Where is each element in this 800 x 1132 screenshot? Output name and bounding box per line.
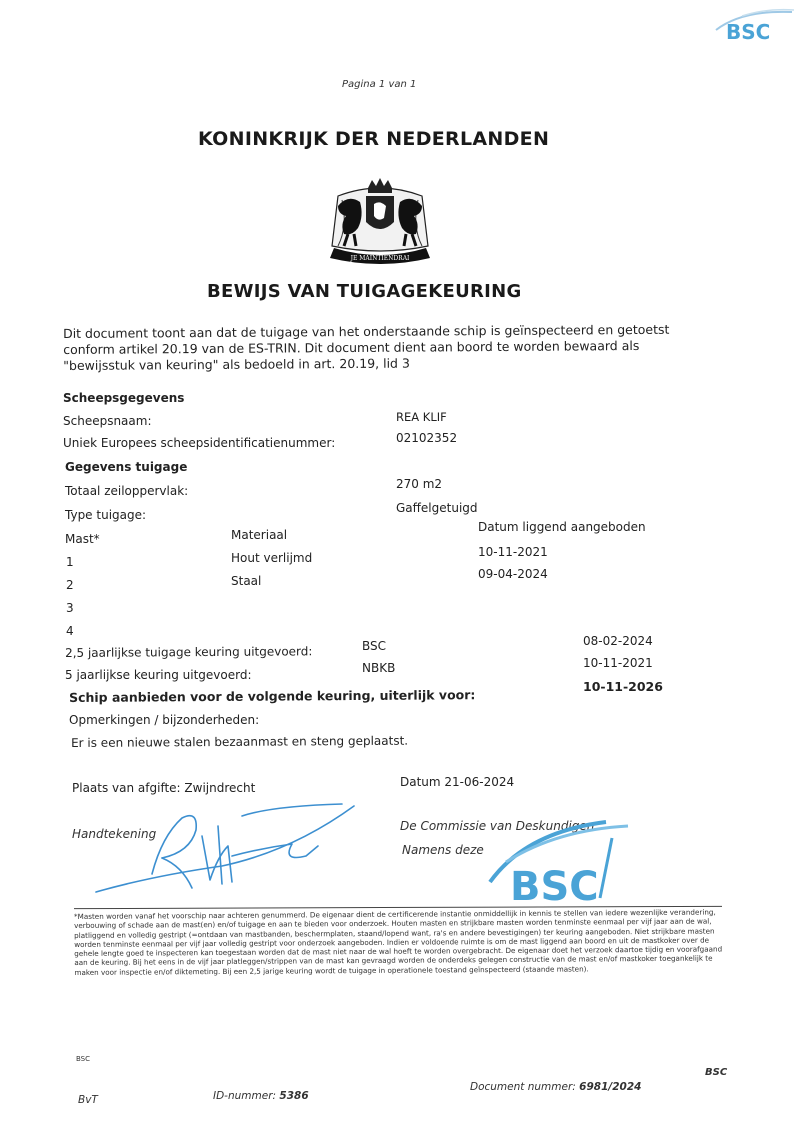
rig-type-value: Gaffelgetuigd [396,501,478,515]
footer-id-value: 5386 [279,1090,309,1102]
inspection-25-by: BSC [362,639,387,653]
mast-row-number: 1 [66,555,74,569]
motto-text: JE MAINTIENDRAI [350,255,410,262]
date-column-header: Datum liggend aangeboden [478,520,646,534]
place-of-issue: Plaats van afgifte: Zwijndrecht [72,781,256,795]
footer-document-number [470,1081,641,1093]
commission-name: De Commissie van Deskundigen [400,819,595,833]
coat-of-arms [318,176,442,270]
sail-area-label: Totaal zeiloppervlak: [65,484,189,498]
inspection-25-label: 2,5 jaarlijkse tuigage keuring uitgevoerd: [65,644,313,660]
mast-row-date: 10-11-2021 [478,545,548,559]
footer-id-label: ID-nummer: [213,1090,277,1102]
inspection-5-by: NBKB [362,661,396,675]
eni-value: 02102352 [396,431,458,445]
eni-label: Uniek Europees scheepsidentificatienummer: [63,436,336,450]
footer-doc-label: Document nummer: [470,1081,576,1093]
mast-row-material: Hout verlijmd [231,551,313,565]
mast-row-date: 09-04-2024 [478,567,548,581]
footer-id [213,1090,309,1102]
footer-initials: BvT [78,1094,98,1106]
inspection-25-date: 08-02-2024 [583,634,653,648]
issue-date: Datum 21-06-2024 [400,775,515,789]
mast-row-number: 3 [66,601,74,615]
sail-area-value: 270 m2 [396,477,443,491]
rig-type-label: Type tuigage: [65,508,147,522]
inspection-5-date: 10-11-2021 [583,656,653,670]
bsc-stamp [486,812,636,904]
inspection-5-label: 5 jaarlijkse keuring uitgevoerd: [65,668,252,682]
material-column-header: Materiaal [231,528,288,542]
handwritten-signature [92,796,362,906]
footer-doc-value: 6981/2024 [579,1081,642,1093]
page-title: KONINKRIJK DER NEDERLANDEN [198,128,550,150]
mast-column-header: Mast* [65,532,100,546]
ship-name-label: Scheepsnaam: [63,414,152,428]
bsc-stamp-text: BSC [510,864,599,904]
ship-section-label: Scheepsgegevens [63,391,185,405]
mast-row-number: 4 [66,624,74,638]
bsc-logo-top-text: BSC [726,20,771,44]
remarks-text: Er is een nieuwe stalen bezaanmast en steng geplaatst. [71,733,409,750]
signature-label: Handtekening [72,827,157,841]
next-inspection-label: Schip aanbieden voor de volgende keuring, uiterlijk voor: [69,687,476,705]
page-label: Pagina 1 van 1 [342,79,417,90]
mast-row-number: 2 [66,578,74,592]
bsc-logo-top [712,6,796,46]
document-subtitle: BEWIJS VAN TUIGAGEKEURING [207,281,522,302]
ship-name-value: REA KLIF [396,410,447,424]
footnote-text: *Masten worden vanaf het voorschip naar achteren genummerd. De eigenaar dient de certificerende instantie onmiddellijk in kennis te stellen van iedere wezenlijke verandering, verbouwing of schade aan de mast(en) en/of tuigage en aan te bieden voor onderzoek. Houten masten en strijkbare masten worden tenminste eenmaal per vijf jaar aan de wal, platliggend en volledig gestript (=ontdaan van mastbanden, beschermplaten, staand/lopend want, ra's en andere bevestigingen) ter keuring aangeboden. Niet strijkbare masten worden tenminste eenmaal per vijf jaar volledig gestript voor onderzoek aangeboden. Indien er voldoende ruimte is om de mast liggend aan boord en uit de mastkoker over de gehele lengte goed te inspecteren kan toegestaan worden dat de mast niet naar de wal hoeft te worden overgebracht. De eigenaar doet het verzoek daartoe tijdig en voorafgaand aan de keuring. Bij het eens in de vijf jaar platleggen/strippen van de mast kan gevraagd worden de onderdeks gelegen constructie van de mast en/of mastkoker toegankelijk te maken voor inspectie en/of diktemeting. Bij een 2,5 jarige keuring wordt de tuigage in operationele toestand geïnspecteerd (staande masten). [74,907,723,977]
on-behalf-label: Namens deze [402,843,484,857]
footer-small-bsc: BSC [76,1055,91,1063]
next-inspection-date: 10-11-2026 [583,679,663,694]
intro-paragraph: Dit document toont aan dat de tuigage van het onderstaande schip is geïnspecteerd en getoetst conform artikel 20.19 van de ES-TRIN. Dit document dient aan boord te worden bewaard als "bewijsstuk van keuring" als bedoeld in art. 20.19, lid 3 [63,321,670,373]
mast-row-material: Staal [231,574,262,588]
remarks-label: Opmerkingen / bijzonderheden: [69,713,260,727]
rigging-section-label: Gegevens tuigage [65,460,188,474]
footer-bsc-right: BSC [705,1067,728,1078]
